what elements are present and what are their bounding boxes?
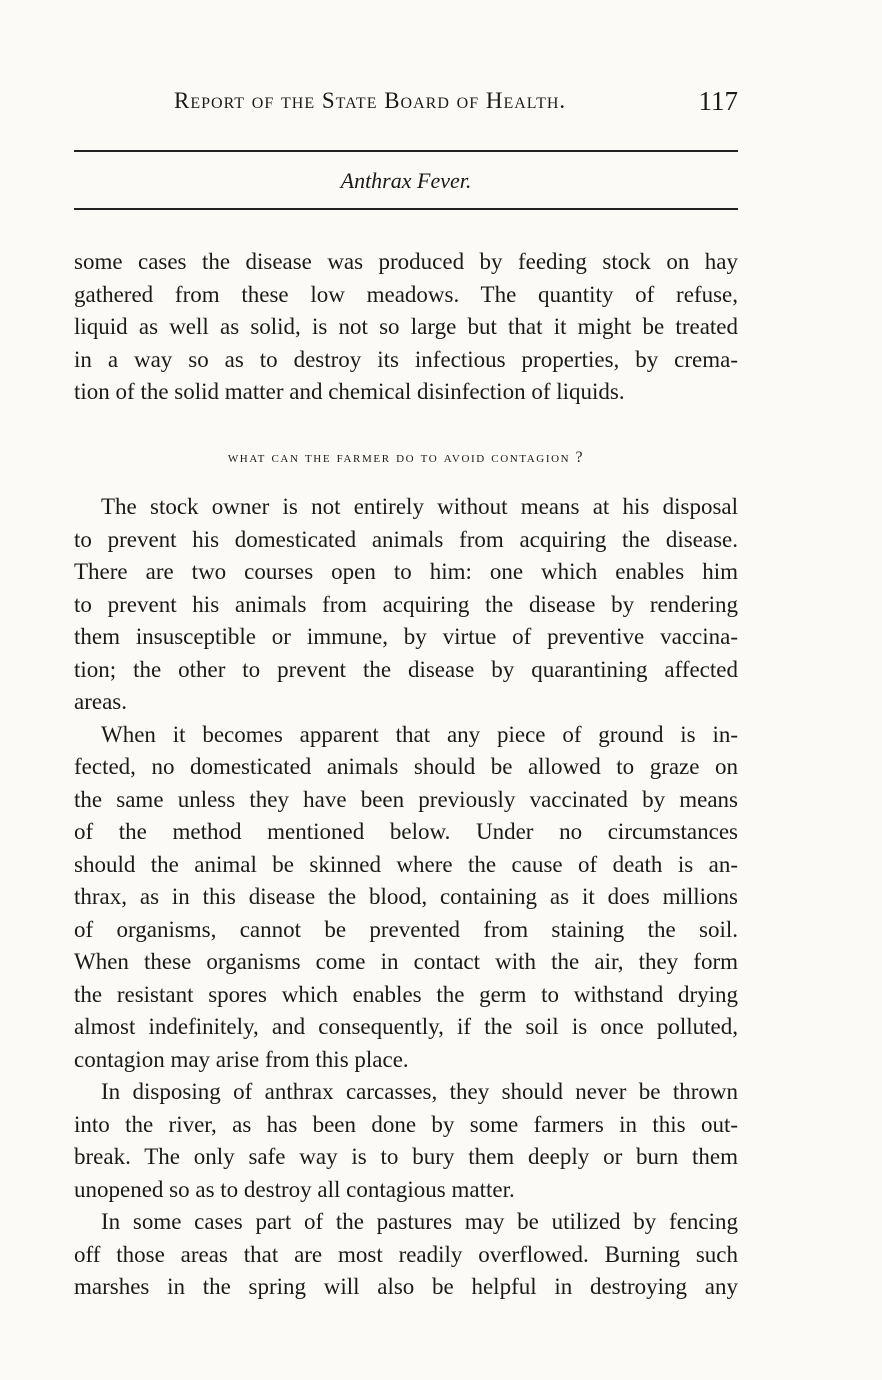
text-line: in a way so as to destroy its infectious properties, by crema-: [74, 346, 738, 372]
text-line: There are two courses open to him: one which enables him: [74, 559, 738, 584]
text-line: marshes in the spring will also be helpful in destroying any: [74, 1274, 738, 1299]
text-line: break. The only safe way is to bury them deeply or burn them: [74, 1144, 738, 1169]
header-rule-bottom: [74, 208, 738, 210]
running-head-title: Report of the State Board of Health.: [174, 88, 567, 113]
text-line: In disposing of anthrax carcasses, they should never be thrown: [101, 1079, 738, 1104]
section-title: Anthrax Fever.: [340, 168, 472, 193]
text-line: fected, no domesticated animals should be allowed to graze on: [74, 754, 738, 779]
text-line: into the river, as has been done by some farmers in this out-: [74, 1111, 738, 1137]
text-line: In some cases part of the pastures may be utilized by fencing: [101, 1209, 738, 1234]
text-line: should the animal be skinned where the cause of death is an-: [74, 851, 738, 877]
text-line: almost indefinitely, and consequently, if the soil is once polluted,: [74, 1014, 738, 1039]
page-number: 117: [698, 86, 738, 116]
text-line: of organisms, cannot be prevented from staining the soil.: [74, 916, 738, 942]
text-line: to prevent his animals from acquiring the disease by rendering: [74, 591, 738, 617]
text-line: tion of the solid matter and chemical disinfection of liquids.: [74, 379, 625, 404]
body-paragraphs: [74, 491, 738, 1304]
text-line: thrax, as in this disease the blood, containing as it does millions: [74, 884, 738, 909]
text-line: of the method mentioned below. Under no circumstances: [74, 819, 738, 844]
text-line: When these organisms come in contact with the air, they form: [74, 949, 738, 974]
running-head: [74, 86, 738, 120]
text-line: some cases the disease was produced by feeding stock on hay: [74, 249, 738, 274]
text-line: gathered from these low meadows. The quantity of refuse,: [74, 281, 738, 307]
text-line: contagion may arise from this place.: [74, 1046, 409, 1072]
paragraph-continued: [74, 246, 738, 409]
text-line: tion; the other to prevent the disease by quarantining affected: [74, 656, 738, 682]
text-line: the resistant spores which enables the germ to withstand drying: [74, 981, 738, 1007]
subheading: what can the farmer do to avoid contagion ?: [227, 449, 585, 466]
text-line: to prevent his domesticated animals from acquiring the disease.: [74, 526, 738, 552]
text-line: off those areas that are most readily overflowed. Burning such: [74, 1241, 738, 1267]
text-line: The stock owner is not entirely without means at his disposal: [101, 494, 738, 519]
text-line: unopened so as to destroy all contagious matter.: [74, 1176, 515, 1202]
text-line: areas.: [74, 689, 127, 714]
text-line: liquid as well as solid, is not so large but that it might be treated: [74, 314, 738, 339]
text-line: them insusceptible or immune, by virtue of preventive vaccina-: [74, 624, 738, 649]
text-line: the same unless they have been previously vaccinated by means: [74, 786, 738, 812]
header-rule-top: [74, 150, 738, 152]
text-line: When it becomes apparent that any piece of ground is in-: [101, 721, 738, 747]
